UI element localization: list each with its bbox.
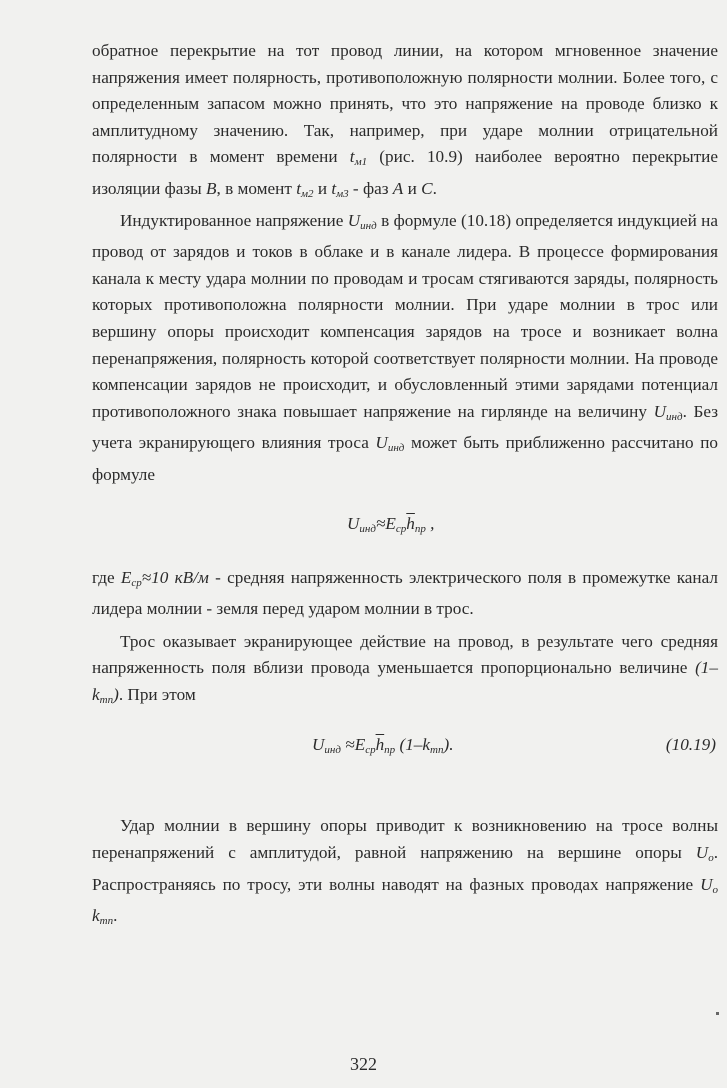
formula-uind-approx: $U_{инд}\approx E_{ср}\overline{h}_{пр}$ , [347, 513, 435, 535]
paragraph-4: Трос оказывает экранирующее действие на провод, в результате чего средняя напряженность поля вблизи провода уменьшается пропорционально величине $(1-k_{тп})$. При этом [92, 631, 718, 706]
page-number: 322 [350, 1054, 377, 1074]
paragraph-1: обратное перекрытие на тот провод линии, на котором мгновенное значение напряжения имеет полярность, противоположную полярности молнии. Более того, с определенным запасом можно принять, что это напряжение на проводе близко к амплитудному значению. Так, например, при ударе молнии отрицательной полярности в момент времени $t_{м1}$ (рис. 10.9) наиболее вероятно перекрытие изоляции фазы B, в момент $t_{м2}$ и $t_{м3}$ - фаз A и C. [92, 41, 718, 200]
time-tm3: $t_{м3}$ [331, 178, 349, 200]
page-body [92, 38, 718, 935]
time-tm2: $t_{м2}$ [296, 178, 314, 200]
paragraph-2: Индуктированное напряжение $U_{инд}$ в формуле (10.18) определяется индукцией на провод от зарядов и токов в облаке и в канале лидера. В процессе формирования канала к месту удара молнии по проводам и тросам стягиваются заряды, полярность которых противоположна полярности молнии. При ударе молнии в трос или вершину опоры происходит компенсация зарядов на тросе и возникает волна перенапряжения, полярность которой соответствует полярности молнии. На проводе компенсации зарядов не происходит, и обусловленный этими зарядами потенциал противоположного знака повышает напряжение на гирлянде на величину $U_{инд}$. Без учета экранирующего влияния троса $U_{инд}$ может быть приближенно рассчитано по формуле [92, 210, 719, 484]
paragraph-5: Удар молнии в вершину опоры приводит к возникновению на тросе волны перенапряжений с амплитудой, равной напряжению на вершине опоры $U_о$. Распространяясь по тросу, эти волны наводят на фазных проводах напряжение $U_о$ $k_{тп}$. [92, 816, 718, 928]
formula-10-19: $U_{инд} \approx E_{ср}\overline{h}_{пр}$ $(1-k_{тп})$. (10.19) [312, 735, 716, 757]
equation-number: (10.19) [665, 735, 716, 755]
time-tm1: $t_{м1}$ [349, 147, 368, 169]
paragraph-3: где $E_{ср}\approx 10$ кВ/м - средняя напряженность электрического поля в промежутке канал лидера молнии - земля перед ударом молнии в трос. [92, 567, 718, 619]
scan-speck [716, 1012, 719, 1015]
